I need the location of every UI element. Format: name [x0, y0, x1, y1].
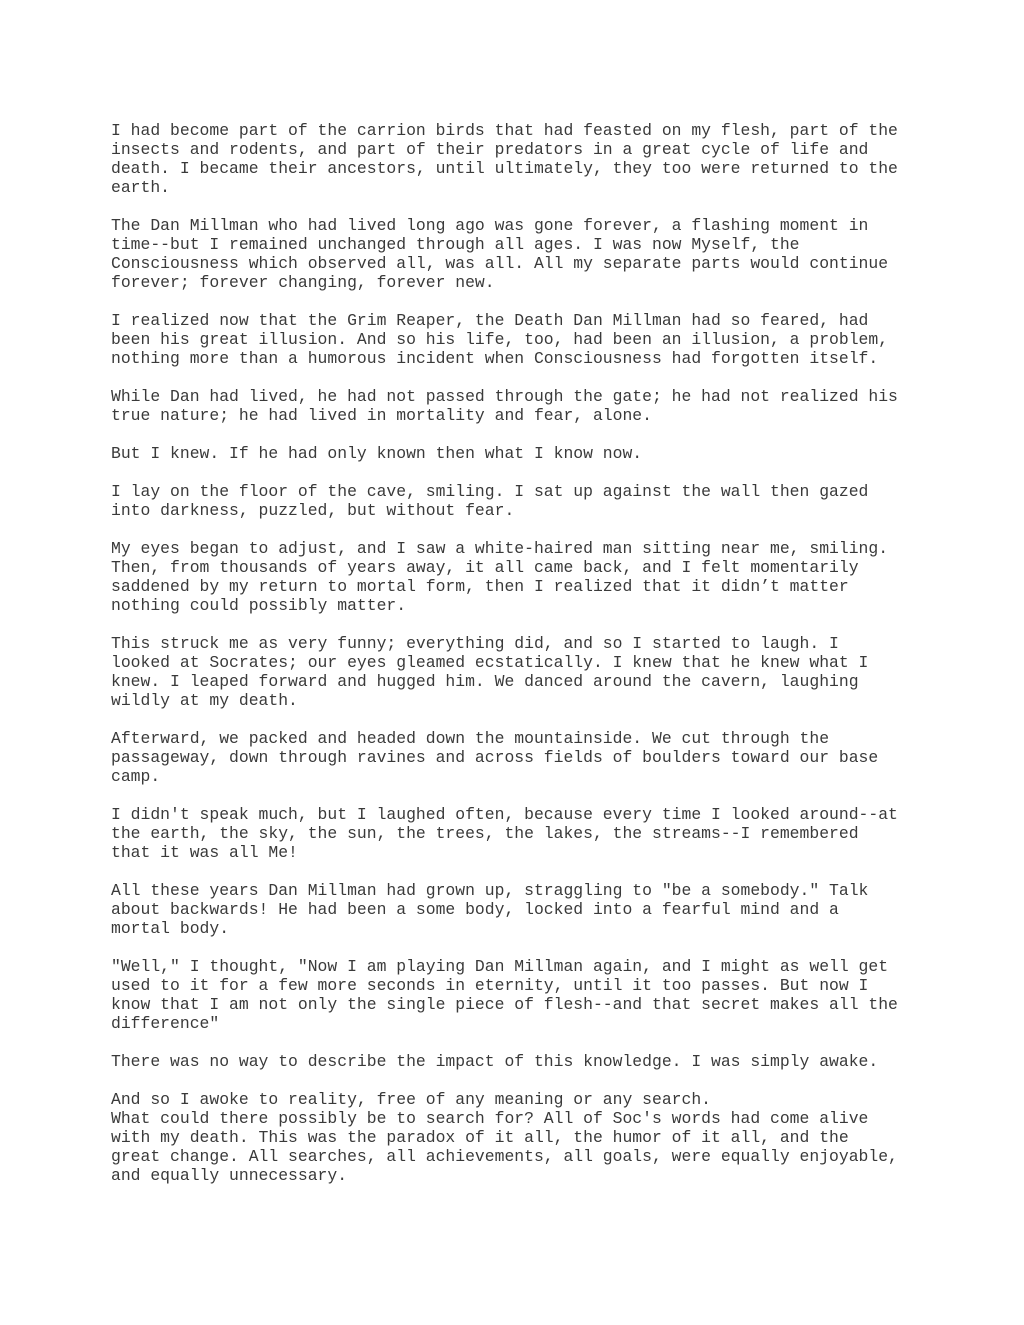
paragraph-3: I realized now that the Grim Reaper, the Death Dan Millman had so feared, had been his great illusion. And so his life, too, had been an illusion, a problem, nothing more than a humorous incident when Consciousness had forgotten itself. — [111, 311, 889, 368]
paragraph-2: The Dan Millman who had lived long ago was gone forever, a flashing moment in time--but I remained unchanged through all ages. I was now Myself, the Consciousness which observed all, was all. All my separate parts would continue forever; forever changing, forever new. — [111, 216, 889, 292]
paragraph-14: And so I awoke to reality, free of any meaning or any search. — [111, 1090, 711, 1109]
paragraph-4: While Dan had lived, he had not passed through the gate; he had not realized his true nature; he had lived in mortality and fear, alone. — [111, 387, 898, 425]
paragraph-13: There was no way to describe the impact of this knowledge. I was simply awake. — [111, 1052, 879, 1071]
paragraph-11: All these years Dan Millman had grown up, straggling to "be a somebody." Talk about backwards! He had been a some body, locked into a fearful mind and a mortal body. — [111, 881, 869, 938]
paragraph-1: I had become part of the carrion birds that had feasted on my flesh, part of the insects and rodents, and part of their predators in a great cycle of life and death. I became their ancestors, until ultimately, they too were returned to the earth. — [111, 121, 898, 197]
paragraph-10: I didn't speak much, but I laughed often, because every time I looked around--at the earth, the sky, the sun, the trees, the lakes, the streams--I remembered that it was all Me! — [111, 805, 898, 862]
paragraph-9: Afterward, we packed and headed down the mountainside. We cut through the passageway, down through ravines and across fields of boulders toward our base camp. — [111, 729, 879, 786]
paragraph-12: "Well," I thought, "Now I am playing Dan Millman again, and I might as well get used to it for a few more seconds in eternity, until it too passes. But now I know that I am not only the single piece of flesh--and that secret makes all the difference" — [111, 957, 898, 1033]
paragraph-15: What could there possibly be to search for? All of Soc's words had come alive with my death. This was the paradox of it all, the humor of it all, and the great change. All searches, all achievements, all goals, were equally enjoyable, and equally unnecessary. — [111, 1109, 898, 1185]
paragraph-6: I lay on the floor of the cave, smiling. I sat up against the wall then gazed into darkness, puzzled, but without fear. — [111, 482, 869, 520]
paragraph-7: My eyes began to adjust, and I saw a white-haired man sitting near me, smiling. Then, from thousands of years away, it all came back, and I felt momentarily saddened by my return to mortal form, then I realized that it didn’t matter nothing could possibly matter. — [111, 539, 889, 615]
paragraph-8: This struck me as very funny; everything did, and so I started to laugh. I looked at Socrates; our eyes gleamed ecstatically. I knew that he knew what I knew. I leaped forward and hugged him. We danced around the cavern, laughing wildly at my death. — [111, 634, 869, 710]
document-body — [111, 121, 971, 1204]
paragraph-5: But I knew. If he had only known then what I know now. — [111, 444, 643, 463]
